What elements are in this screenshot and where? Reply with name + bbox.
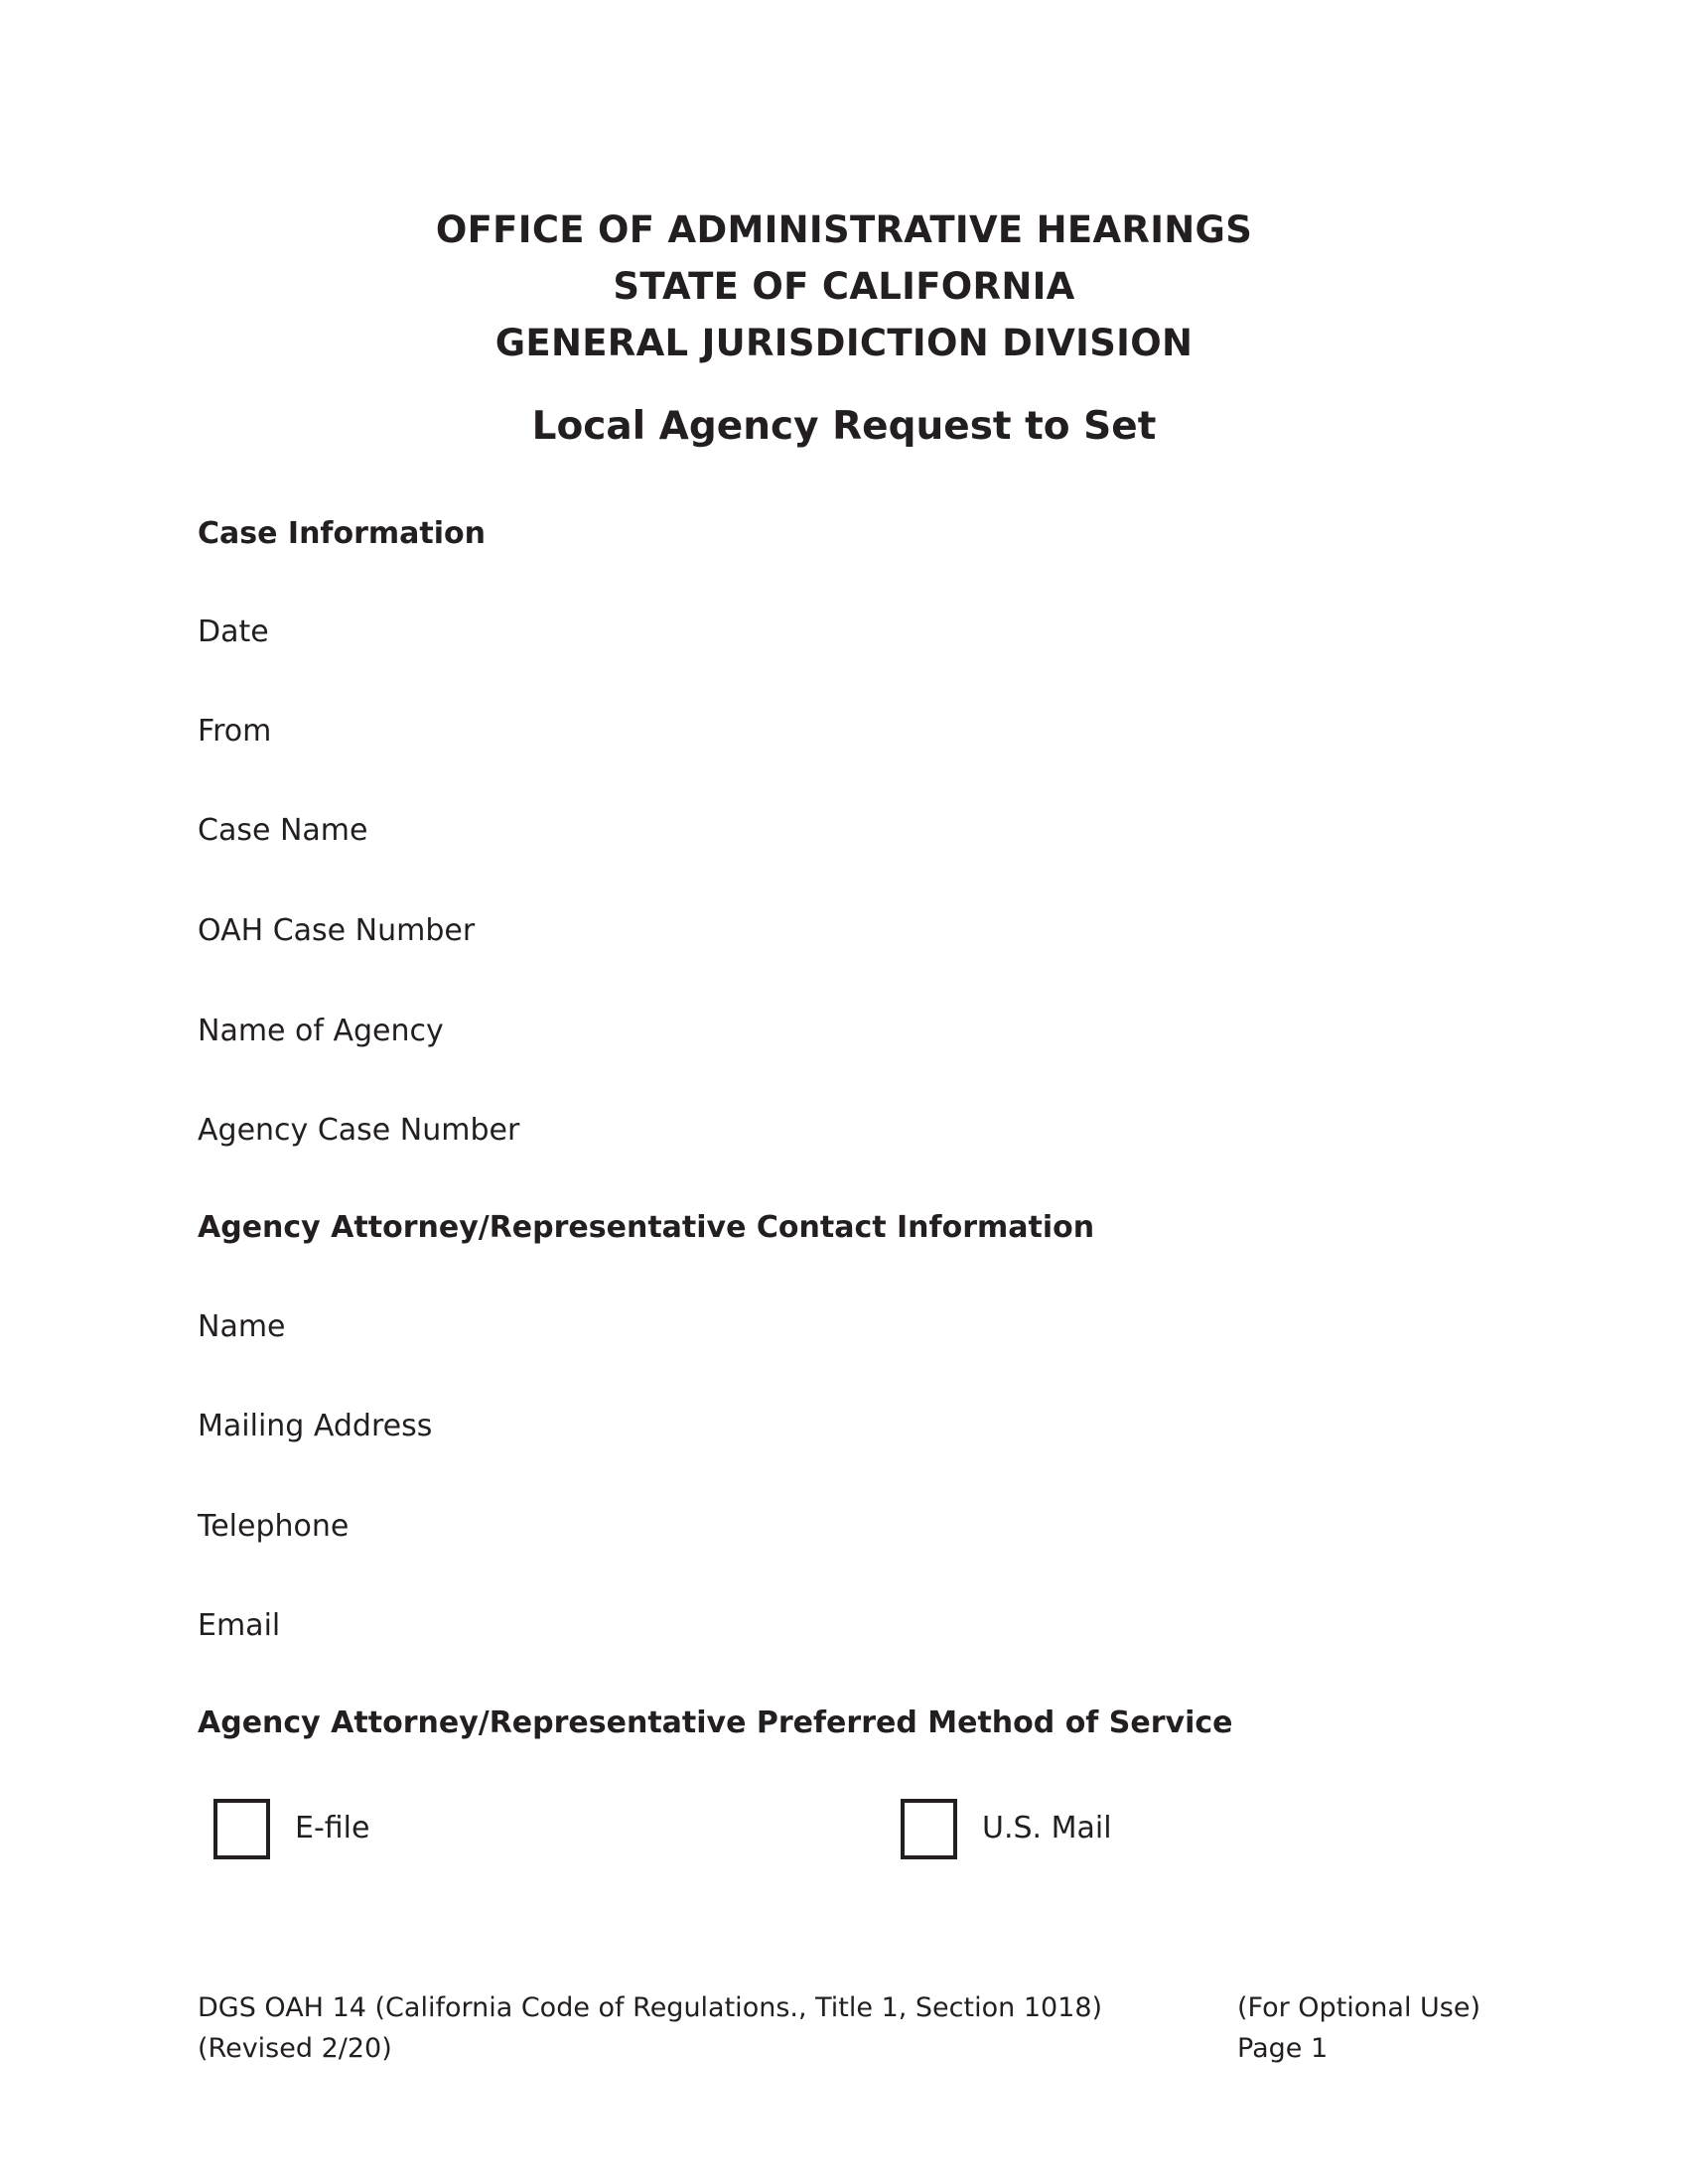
date-label: Date xyxy=(198,614,269,649)
efile-option[interactable] xyxy=(213,1795,369,1862)
efile-label: E-file xyxy=(295,1811,370,1845)
telephone-label: Telephone xyxy=(198,1509,350,1544)
name-label: Name xyxy=(198,1309,286,1344)
office-name: OFFICE OF ADMINISTRATIVE HEARINGS xyxy=(435,208,1253,251)
page-number: Page 1 xyxy=(1237,2033,1329,2064)
footer-right xyxy=(1237,1987,1480,2069)
document-header xyxy=(0,202,1688,371)
agency-name-label: Name of Agency xyxy=(198,1014,444,1048)
efile-checkbox[interactable] xyxy=(213,1799,270,1859)
form-title: Local Agency Request to Set xyxy=(531,404,1157,449)
usage-note: (For Optional Use) xyxy=(1237,1992,1481,2023)
oah-case-number-label: OAH Case Number xyxy=(198,913,476,948)
email-label: Email xyxy=(198,1608,281,1643)
division-name: GENERAL JURISDICTION DIVISION xyxy=(494,322,1194,364)
agency-case-number-label: Agency Case Number xyxy=(198,1113,520,1148)
contact-information-heading: Agency Attorney/Representative Contact Information xyxy=(198,1210,1095,1245)
footer-left xyxy=(198,1987,1102,2069)
mailing-address-label: Mailing Address xyxy=(198,1409,433,1443)
service-method-heading: Agency Attorney/Representative Preferred Method of Service xyxy=(198,1706,1233,1740)
form-id: DGS OAH 14 (California Code of Regulations., Title 1, Section 1018) xyxy=(198,1992,1103,2023)
us-mail-checkbox[interactable] xyxy=(901,1799,957,1859)
us-mail-label: U.S. Mail xyxy=(982,1811,1112,1845)
from-label: From xyxy=(198,714,272,749)
revision-date: (Revised 2/20) xyxy=(198,2033,392,2064)
case-name-label: Case Name xyxy=(198,813,368,848)
us-mail-option[interactable] xyxy=(901,1795,1112,1862)
state-name: STATE OF CALIFORNIA xyxy=(613,265,1075,308)
case-information-heading: Case Information xyxy=(198,516,486,551)
